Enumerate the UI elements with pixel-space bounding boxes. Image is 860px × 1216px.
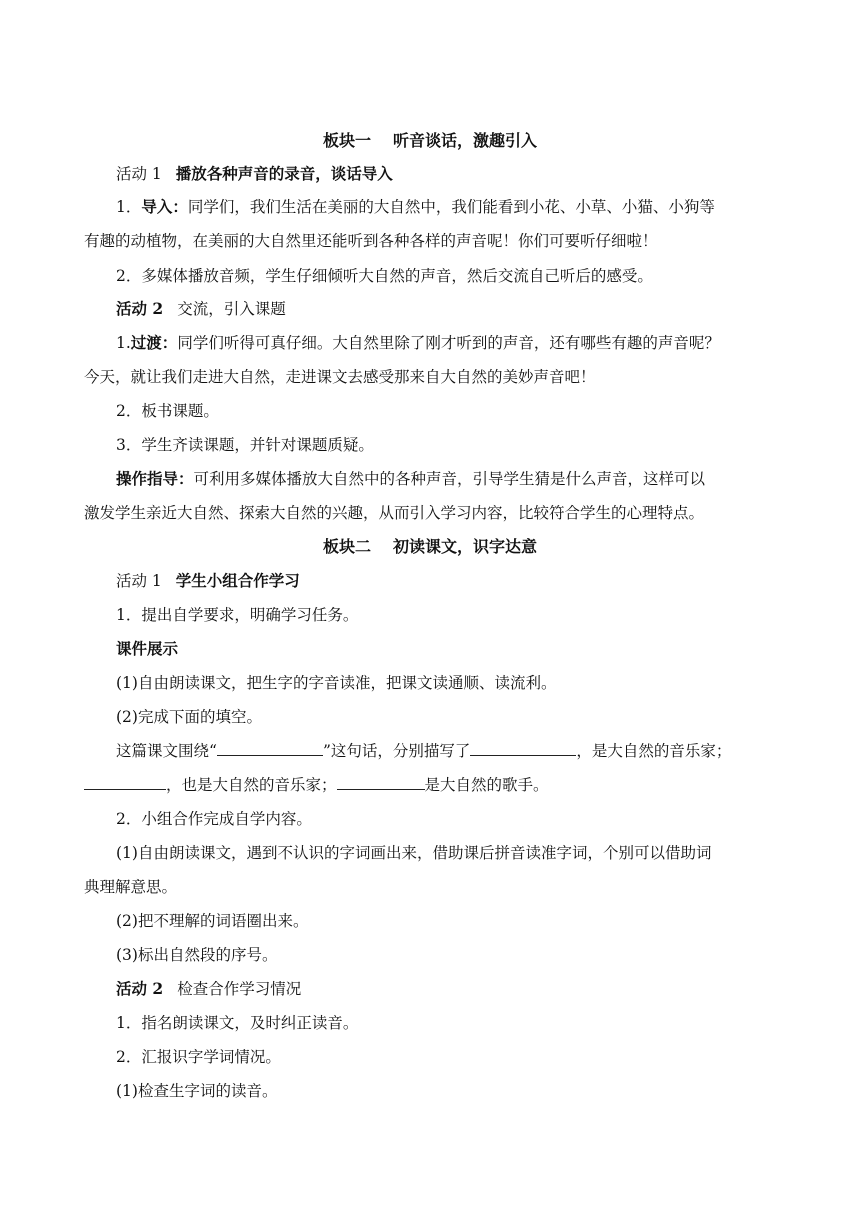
activity-title: 交流，引入课题 bbox=[177, 300, 286, 318]
activity-title: 检查合作学习情况 bbox=[177, 980, 302, 998]
paragraph: (1)自由朗读课文，遇到不认识的字词画出来，借助课后拼音读准字词，个别可以借助词 bbox=[116, 844, 712, 862]
fill-blank bbox=[84, 775, 166, 790]
section-title: 听音谈话，激趣引入 bbox=[393, 131, 538, 150]
activity-title: 播放各种声音的录音，谈话导入 bbox=[175, 164, 393, 183]
paragraph: 1．指名朗读课文，及时纠正读音。 bbox=[116, 1014, 359, 1032]
guide-paragraph bbox=[116, 469, 816, 489]
section-title: 初读课文，识字达意 bbox=[393, 537, 538, 556]
activity-label: 活动 2 bbox=[116, 299, 164, 318]
paragraph-text: 同学们听得可真仔细。大自然里除了刚才听到的声音，还有哪些有趣的声音呢？ bbox=[177, 334, 720, 352]
paragraph bbox=[116, 197, 816, 217]
paragraph: 2．汇报识字学词情况。 bbox=[116, 1048, 281, 1066]
section-number: 板块二 bbox=[322, 537, 371, 556]
fill-text: ，是大自然的音乐家； bbox=[576, 742, 732, 760]
paragraph bbox=[116, 333, 816, 353]
courseware-heading: 课件展示 bbox=[116, 639, 179, 658]
fill-in-sentence bbox=[116, 741, 816, 761]
paragraph: 1．提出自学要求，明确学习任务。 bbox=[116, 606, 359, 624]
guide-label: 操作指导： bbox=[116, 469, 194, 488]
paragraph: 2．板书课题。 bbox=[116, 402, 219, 420]
bold-label: 过渡： bbox=[130, 333, 178, 352]
fill-in-sentence-continuation bbox=[84, 775, 784, 795]
activity-heading bbox=[116, 299, 816, 319]
fill-text: ”这句话，分别描写了 bbox=[322, 742, 471, 760]
paragraph: (2)把不理解的词语圈出来。 bbox=[116, 912, 309, 930]
fill-blank bbox=[217, 741, 323, 756]
paragraph-continuation: 典理解意思。 bbox=[84, 878, 178, 896]
paragraph: 2．多媒体播放音频，学生仔细倾听大自然的声音，然后交流自己听后的感受。 bbox=[116, 267, 653, 285]
activity-label: 活动 1 bbox=[116, 572, 162, 590]
guide-text: 可利用多媒体播放大自然中的各种声音，引导学生猜是什么声音，这样可以 bbox=[193, 470, 706, 488]
paragraph-continuation: 有趣的动植物，在美丽的大自然里还能听到各种各样的声音呢！你们可要听仔细啦！ bbox=[84, 232, 658, 250]
activity-title: 学生小组合作学习 bbox=[175, 571, 300, 590]
activity-heading bbox=[116, 979, 816, 999]
paragraph-continuation: 今天，就让我们走进大自然，走进课文去感受那来自大自然的美妙声音吧！ bbox=[84, 368, 596, 386]
fill-blank bbox=[470, 741, 576, 756]
activity-label: 活动 2 bbox=[116, 979, 164, 998]
section-heading-1 bbox=[0, 131, 860, 151]
activity-label: 活动 1 bbox=[116, 165, 162, 183]
fill-text: 是大自然的歌手。 bbox=[424, 776, 549, 794]
paragraph: 2．小组合作完成自学内容。 bbox=[116, 810, 312, 828]
item-number: 1. bbox=[116, 334, 131, 352]
guide-continuation: 激发学生亲近大自然、探索大自然的兴趣，从而引入学习内容，比较符合学生的心理特点。 bbox=[84, 504, 705, 522]
activity-heading bbox=[116, 164, 816, 184]
activity-heading bbox=[116, 571, 816, 591]
fill-text: ，也是大自然的音乐家； bbox=[166, 776, 337, 794]
fill-text: 这篇课文围绕“ bbox=[116, 742, 217, 760]
paragraph: (3)标出自然段的序号。 bbox=[116, 946, 278, 964]
paragraph: (1)检查生字词的读音。 bbox=[116, 1082, 278, 1100]
paragraph: 3．学生齐读课题，并针对课题质疑。 bbox=[116, 436, 374, 454]
paragraph-text: 同学们，我们生活在美丽的大自然中，我们能看到小花、小草、小猫、小狗等 bbox=[187, 198, 715, 216]
paragraph: (2)完成下面的填空。 bbox=[116, 708, 262, 726]
section-heading-2 bbox=[0, 537, 860, 557]
fill-blank bbox=[337, 775, 425, 790]
section-number: 板块一 bbox=[322, 131, 371, 150]
paragraph: (1)自由朗读课文，把生字的字音读准，把课文读通顺、读流利。 bbox=[116, 674, 557, 692]
item-number: 1． bbox=[116, 198, 142, 216]
bold-label: 导入： bbox=[141, 197, 188, 216]
